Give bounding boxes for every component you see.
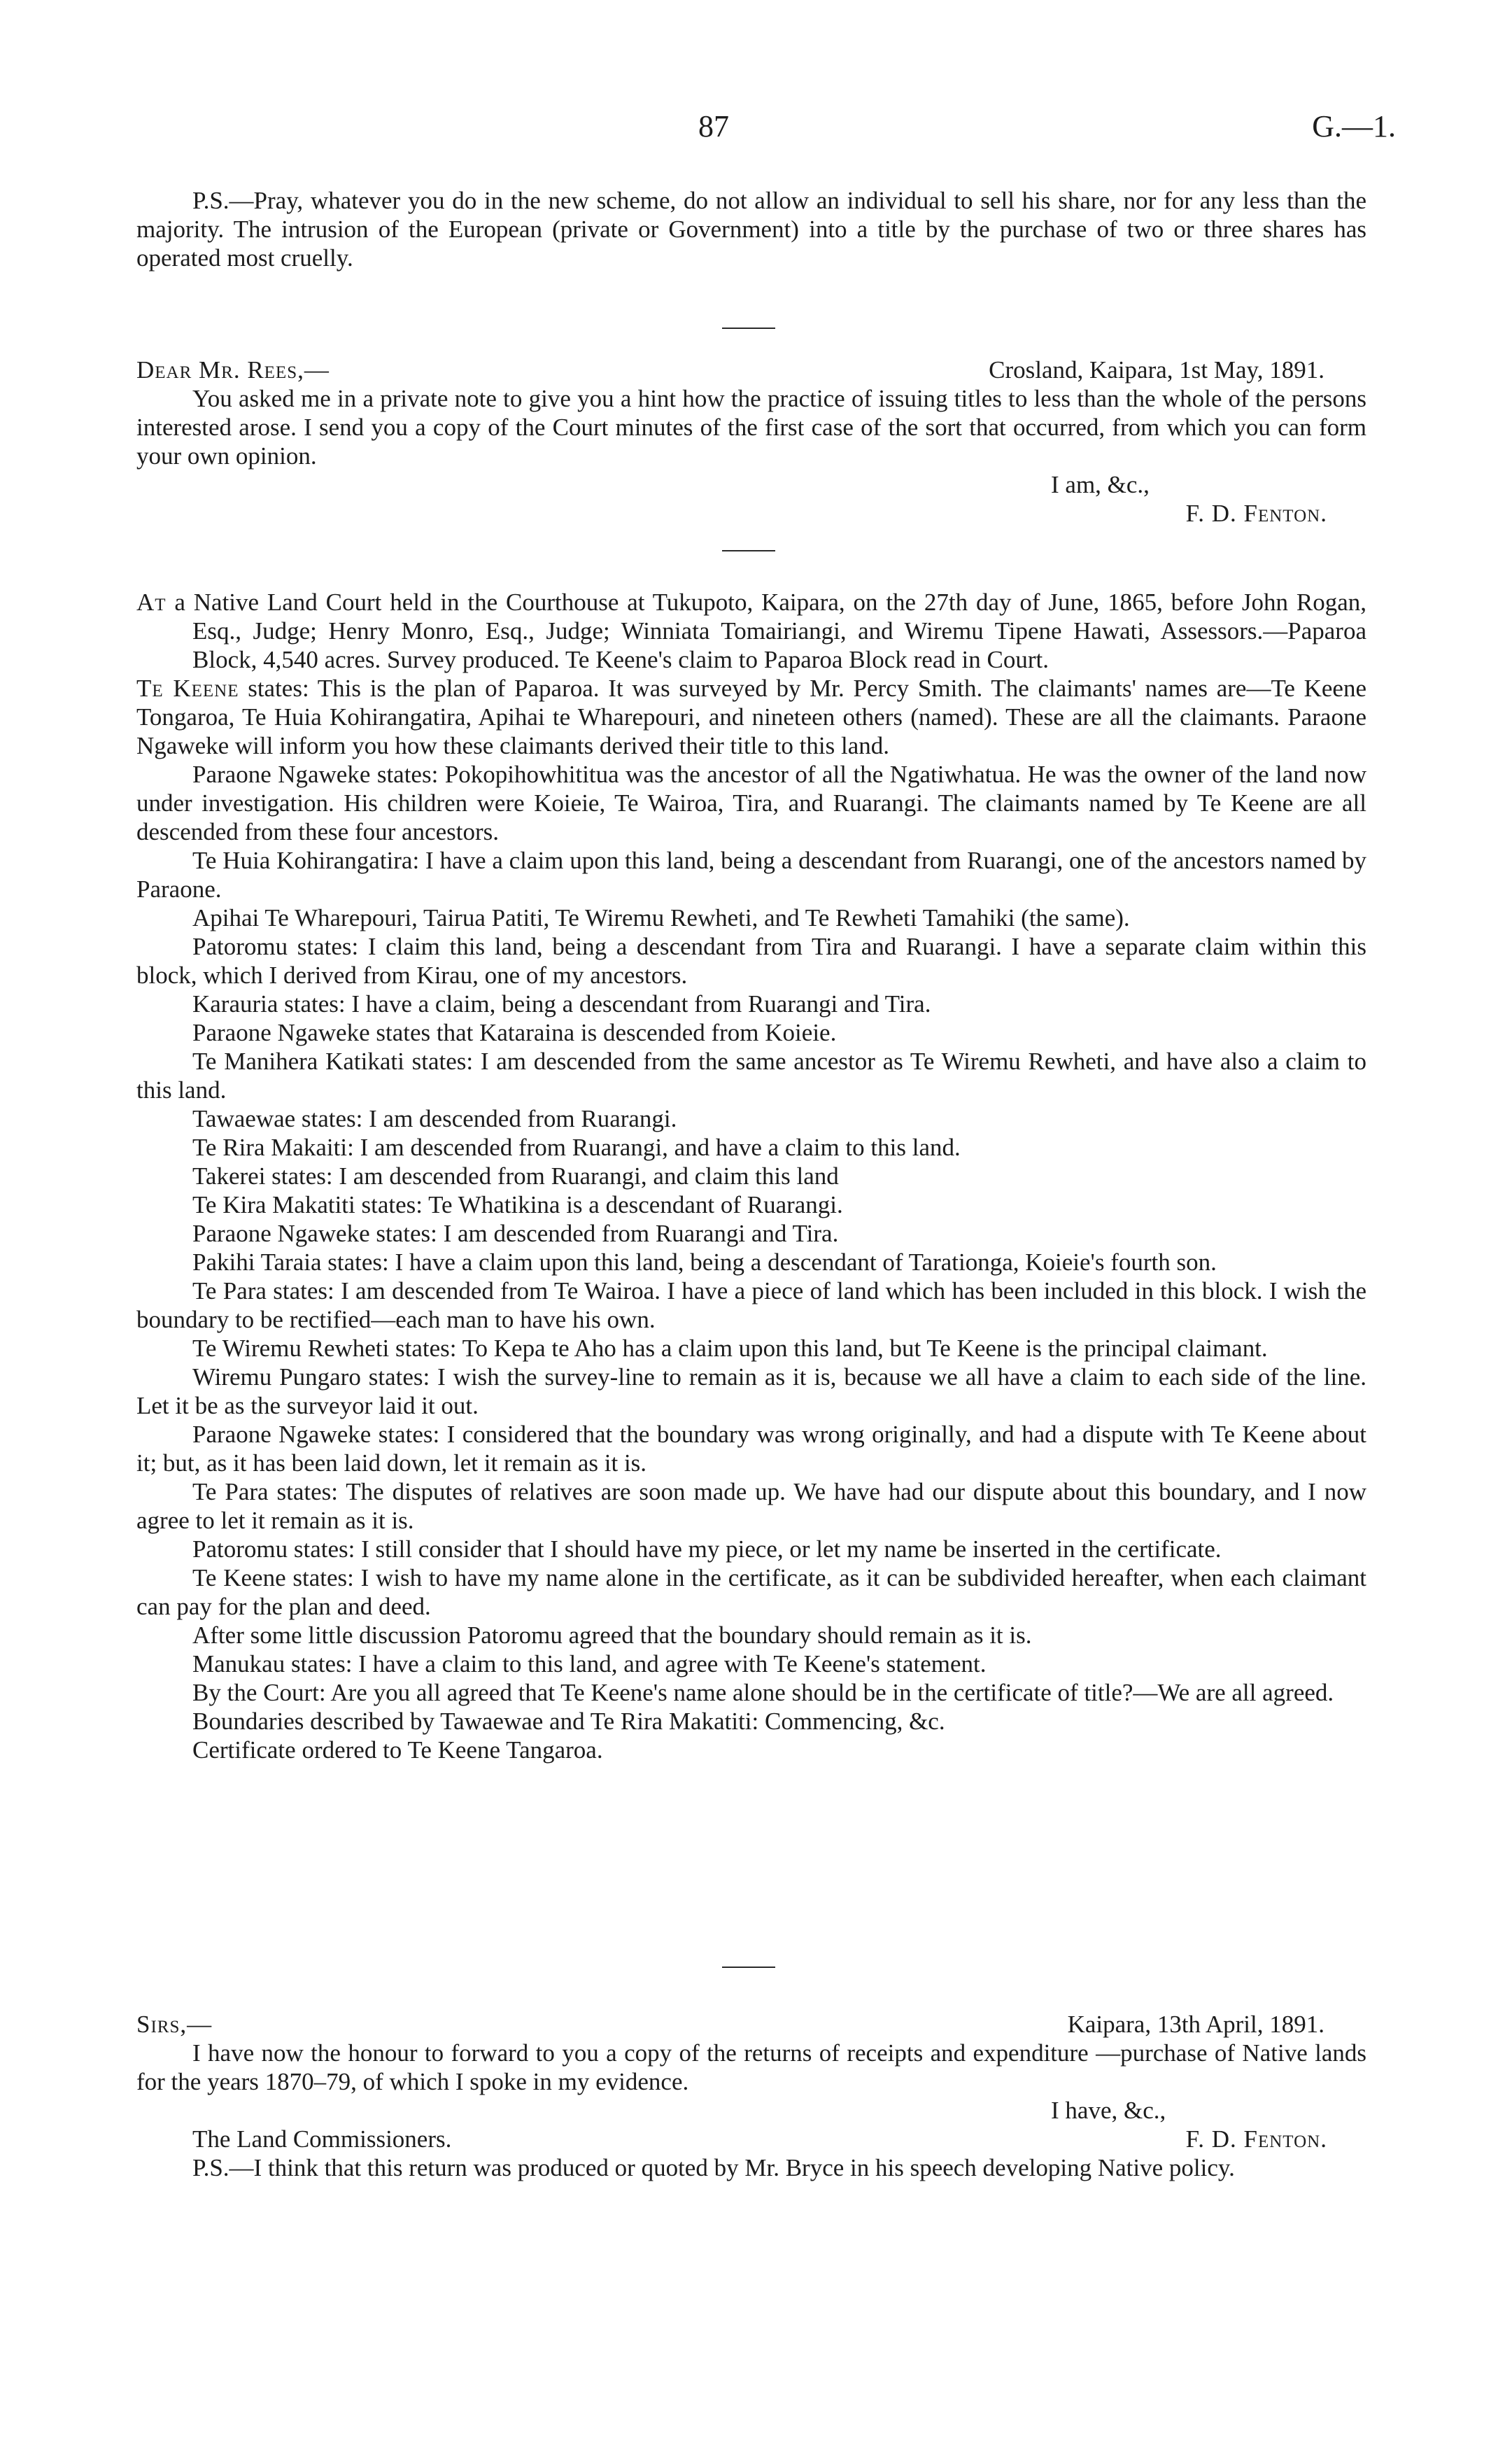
letter-rees <box>136 356 1366 528</box>
statement: After some little discussion Patoromu agreed that the boundary should remain as it is. <box>192 1622 1032 1649</box>
statement: Takerei states: I am descended from Ruarangi, and claim this land <box>192 1162 839 1190</box>
salutation: Sirs,— <box>136 2011 213 2038</box>
statement: Boundaries described by Tawaewae and Te Rira Makatiti: Commencing, &c. <box>192 1708 945 1735</box>
section-divider <box>722 1967 775 1968</box>
salutation: Dear Mr. Rees,— <box>136 356 330 384</box>
statement: Te Rira Makaiti: I am descended from Ruarangi, and have a claim to this land. <box>192 1134 961 1161</box>
signature: F. D. Fenton. <box>1185 500 1327 527</box>
statement: Apihai Te Wharepouri, Tairua Patiti, Te Wiremu Rewheti, and Te Rewheti Tamahiki (the same). <box>192 904 1130 931</box>
statement: Te Para states: The disputes of relatives are soon made up. We have had our dispute about this boundary, and I now agree to let it remain as it is. <box>136 1478 1366 1534</box>
place-date: Crosland, Kaipara, 1st May, 1891. <box>989 356 1324 384</box>
statement <box>136 674 1366 760</box>
statement: Paraone Ngaweke states: Pokopihowhititua was the ancestor of all the Ngatiwhatua. He was the owner of the land now under investigation. His children were Koieie, Te Wairoa, Tira, and Ruarangi. The claimants named by Te Keene are all descended from these four ancestors. <box>136 761 1366 845</box>
section-divider <box>722 328 775 329</box>
intro-lead: At <box>136 589 167 616</box>
court-intro <box>136 588 1366 674</box>
statement: Paraone Ngaweke states that Kataraina is descended from Koieie. <box>192 1019 837 1046</box>
statement: Pakihi Taraia states: I have a claim upon this land, being a descendant of Tarationga, Koieie's fourth son. <box>192 1248 1217 1276</box>
court-minutes <box>136 588 1366 1764</box>
postscript-section <box>136 186 1366 272</box>
statement: Manukau states: I have a claim to this land, and agree with Te Keene's statement. <box>192 1650 987 1677</box>
letter-body: You asked me in a private note to give you a hint how the practice of issuing titles to less than the whole of the persons interested arose. I send you a copy of the Court minutes of the first case of the sort that occurred, from which you can form your own opinion. <box>136 385 1366 470</box>
postscript-paragraph: P.S.—I think that this return was produced or quoted by Mr. Bryce in his speech developing Native policy. <box>192 2154 1235 2181</box>
statement: Patoromu states: I still consider that I should have my piece, or let my name be inserted in the certificate. <box>192 1535 1222 1563</box>
letter-body: I have now the honour to forward to you a copy of the returns of receipts and expenditure —purchase of Native lands for the years 1870–79, of which I spoke in my evidence. <box>136 2039 1366 2095</box>
place-date: Kaipara, 13th April, 1891. <box>1067 2011 1324 2038</box>
statement: Paraone Ngaweke states: I am descended from Ruarangi and Tira. <box>192 1220 839 1247</box>
statement-text: states: This is the plan of Paparoa. It was surveyed by Mr. Percy Smith. The claimants' names are—Te Keene Tongaroa, Te Huia Kohirangatira, Apihai te Wharepouri, and nineteen others (named). These are all the claimants. Paraone Ngaweke will inform you how these claimants derived their title to this land. <box>136 675 1366 759</box>
closing: I am, &c., <box>1051 471 1150 498</box>
statement: Te Para states: I am descended from Te Wairoa. I have a piece of land which has been included in this block. I wish the boundary to be rectified—each man to have his own. <box>136 1277 1366 1333</box>
statement: Te Keene states: I wish to have my name alone in the certificate, as it can be subdivided hereafter, when each claimant can pay for the plan and deed. <box>136 1564 1366 1620</box>
statement: By the Court: Are you all agreed that Te Keene's name alone should be in the certificate of title?—We are all agreed. <box>192 1679 1334 1706</box>
letter-rees-heading <box>136 356 1366 384</box>
statement: Paraone Ngaweke states: I considered that the boundary was wrong originally, and had a dispute with Te Keene about it; but, as it has been laid down, let it remain as it is. <box>136 1421 1366 1477</box>
statement-list <box>136 760 1366 1764</box>
statement: Certificate ordered to Te Keene Tangaroa. <box>192 1736 603 1764</box>
statement: Te Wiremu Rewheti states: To Kepa te Aho has a claim upon this land, but Te Keene is the principal claimant. <box>192 1335 1268 1362</box>
statement: Patoromu states: I claim this land, being a descendant from Tira and Ruarangi. I have a separate claim within this block, which I derived from Kirau, one of my ancestors. <box>136 933 1366 989</box>
addressee: The Land Commissioners. <box>192 2125 452 2153</box>
statement: Karauria states: I have a claim, being a descendant from Ruarangi and Tira. <box>192 990 931 1018</box>
statement: Te Manihera Katikati states: I am descended from the same ancestor as Te Wiremu Rewheti, and have also a claim to this land. <box>136 1048 1366 1104</box>
letter-commissioners <box>136 2010 1366 2182</box>
section-divider <box>722 550 775 551</box>
postscript-paragraph: P.S.—Pray, whatever you do in the new scheme, do not allow an individual to sell his share, nor for any less than the majority. The intrusion of the European (private or Government) into a title by the purchase of two or three shares has operated most cruelly. <box>136 187 1366 272</box>
signature: F. D. Fenton. <box>1185 2125 1327 2153</box>
addressee-signature-line <box>136 2125 1366 2153</box>
statement: Te Kira Makatiti states: Te Whatikina is a descendant of Ruarangi. <box>192 1191 843 1218</box>
statement: Wiremu Pungaro states: I wish the survey-line to remain as it is, because we all have a claim to each side of the line. Let it be as the surveyor laid it out. <box>136 1363 1366 1419</box>
statement: Tawaewae states: I am descended from Ruarangi. <box>192 1105 677 1132</box>
statement: Te Huia Kohirangatira: I have a claim upon this land, being a descendant from Ruarangi, one of the ancestors named by Paraone. <box>136 847 1366 903</box>
page-number: 87 <box>698 109 729 143</box>
intro-text: a Native Land Court held in the Courthouse at Tukupoto, Kaipara, on the 27th day of June, 1865, before John Rogan, Esq., Judge; Henry Monro, Esq., Judge; Winniata Tomairiangi, and Wiremu Tipene Hawati, Assessors.—Paparoa Block, 4,540 acres. Survey produced. Te Keene's claim to Paparoa Block read in Court. <box>166 589 1366 673</box>
letter-commissioners-heading <box>136 2010 1366 2039</box>
speaker-name: Te Keene <box>136 675 239 702</box>
document-reference: G.—1. <box>1312 109 1396 143</box>
closing: I have, &c., <box>1051 2097 1166 2124</box>
